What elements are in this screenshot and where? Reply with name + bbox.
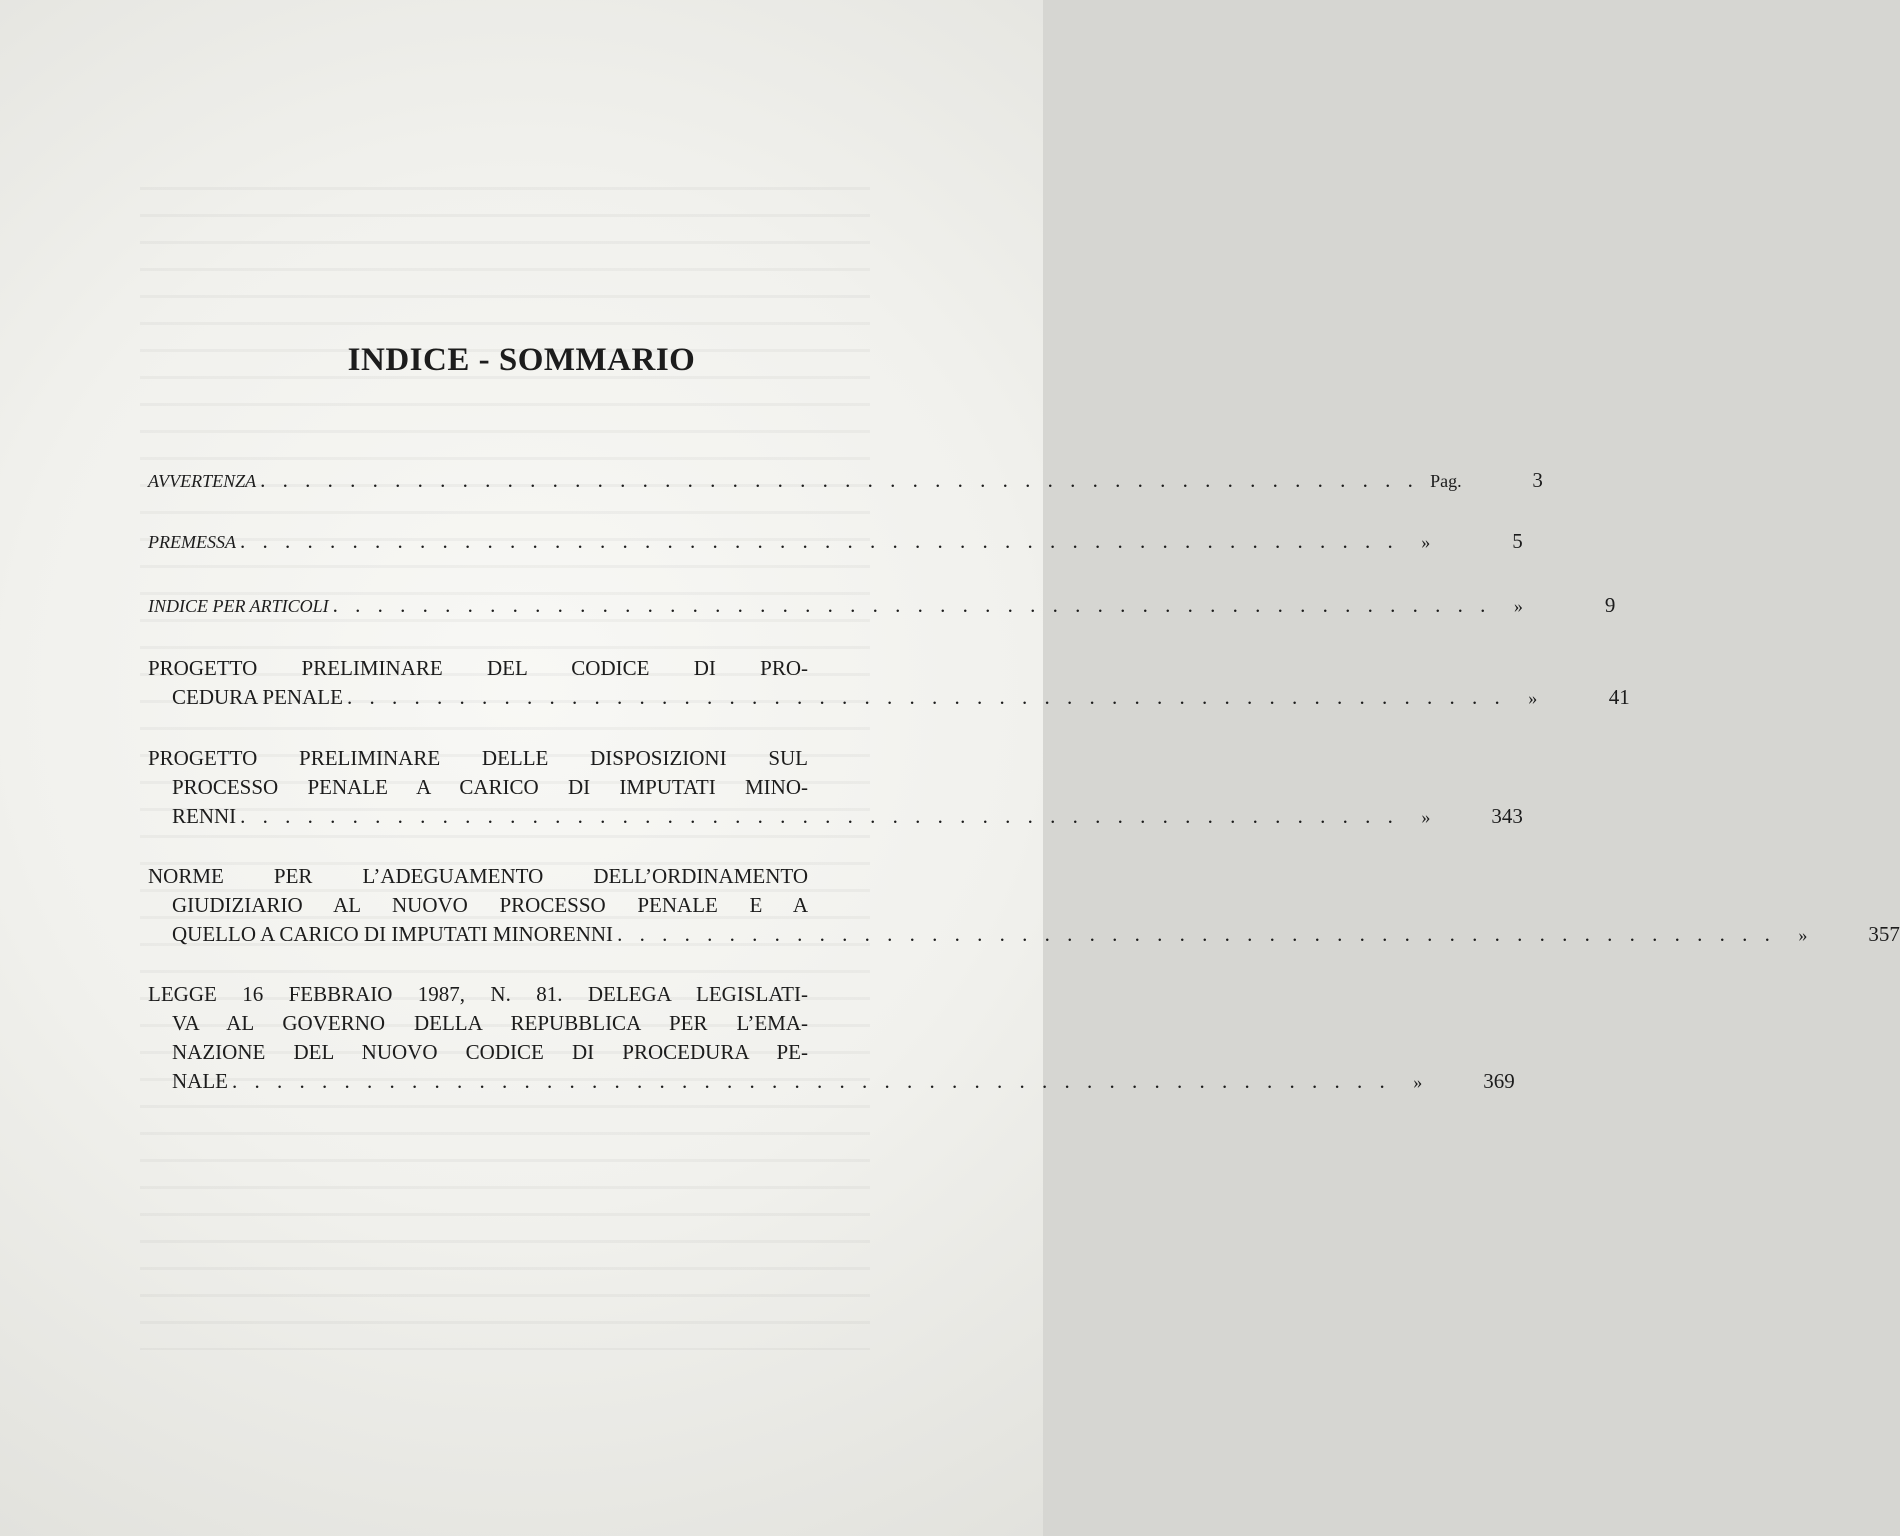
page-marker: » bbox=[1798, 925, 1808, 945]
page-number: 41 bbox=[1608, 685, 1630, 709]
toc-entry-label: NALE bbox=[172, 1069, 228, 1093]
toc-entry-label: RENNI bbox=[172, 804, 237, 828]
page-marker: » bbox=[1421, 807, 1431, 827]
toc-entry-line: GIUDIZIARIO AL NUOVO PROCESSO PENALE E A bbox=[172, 893, 808, 917]
toc-entry-line: LEGGE 16 FEBBRAIO 1987, N. 81. DELEGA LEGISLATI- bbox=[148, 982, 808, 1006]
page-number: 369 bbox=[1483, 1069, 1515, 1093]
toc-entry-premessa[interactable] bbox=[148, 527, 1523, 557]
toc-entry-line: PROGETTO PRELIMINARE DEL CODICE DI PRO- bbox=[148, 656, 808, 680]
dot-leader: . . . . . . . . . . . . . . . . . . . . . . . . . . . . . . . . . . . . . . . . . . . . . . . . . . . . bbox=[332, 593, 1492, 617]
page-marker: » bbox=[1413, 1072, 1423, 1092]
dot-leader: . . . . . . . . . . . . . . . . . . . . . . . . . . . . . . . . . . . . . . . . . . . . . . . . . . . . bbox=[617, 922, 1776, 946]
toc-entry-label: PREMESSA bbox=[148, 532, 236, 552]
toc-entry-label: CEDURA PENALE bbox=[172, 685, 343, 709]
dot-leader: . . . . . . . . . . . . . . . . . . . . . . . . . . . . . . . . . . . . . . . . . . . . . . . . . . . . bbox=[232, 1069, 1391, 1093]
page-marker: » bbox=[1528, 688, 1538, 708]
page-number: 9 bbox=[1604, 593, 1616, 617]
page-number: 357 bbox=[1868, 922, 1900, 946]
toc-entry-legge-delega[interactable] bbox=[148, 980, 1515, 1097]
toc-entry-norme-ordinamento[interactable] bbox=[148, 862, 1900, 950]
toc-entry-progetto-minori[interactable] bbox=[148, 744, 1523, 832]
page-number: 343 bbox=[1491, 804, 1523, 828]
toc-entry-line: PROCESSO PENALE A CARICO DI IMPUTATI MINO- bbox=[172, 775, 808, 799]
toc-entry-label: AVVERTENZA bbox=[148, 471, 257, 491]
page-number: 5 bbox=[1512, 529, 1523, 553]
toc-entry-indice-per-articoli[interactable] bbox=[148, 591, 1616, 621]
page-number: 3 bbox=[1532, 468, 1543, 492]
dot-leader: . . . . . . . . . . . . . . . . . . . . . . . . . . . . . . . . . . . . . . . . . . . . . . . . . . . . bbox=[240, 804, 1399, 828]
page-marker: Pag. bbox=[1430, 471, 1462, 491]
toc-entry-avvertenza[interactable] bbox=[148, 466, 1543, 496]
toc-entry-label: QUELLO A CARICO DI IMPUTATI MINORENNI bbox=[172, 922, 614, 946]
toc-entry-progetto-codice[interactable] bbox=[148, 654, 1630, 713]
page-marker: » bbox=[1513, 596, 1523, 616]
toc-entry-line: NAZIONE DEL NUOVO CODICE DI PROCEDURA PE- bbox=[172, 1040, 808, 1064]
toc-entry-label: INDICE PER ARTICOLI bbox=[148, 596, 329, 616]
page-marker: » bbox=[1421, 532, 1431, 552]
dot-leader: . . . . . . . . . . . . . . . . . . . . . . . . . . . . . . . . . . . . . . . . . . . . . . . . . . . . bbox=[239, 529, 1399, 553]
dot-leader: . . . . . . . . . . . . . . . . . . . . . . . . . . . . . . . . . . . . . . . . . . . . . . . . . . . . bbox=[346, 685, 1506, 709]
toc-entry-line: NORME PER L’ADEGUAMENTO DELL’ORDINAMENTO bbox=[148, 864, 808, 888]
page-title: INDICE - SOMMARIO bbox=[347, 342, 696, 378]
toc-entry-line: VA AL GOVERNO DELLA REPUBBLICA PER L’EMA- bbox=[172, 1011, 808, 1035]
dot-leader: . . . . . . . . . . . . . . . . . . . . . . . . . . . . . . . . . . . . . . . . . . . . . . . . . . . . bbox=[260, 468, 1419, 492]
toc-entry-line: PROGETTO PRELIMINARE DELLE DISPOSIZIONI SUL bbox=[148, 746, 808, 770]
